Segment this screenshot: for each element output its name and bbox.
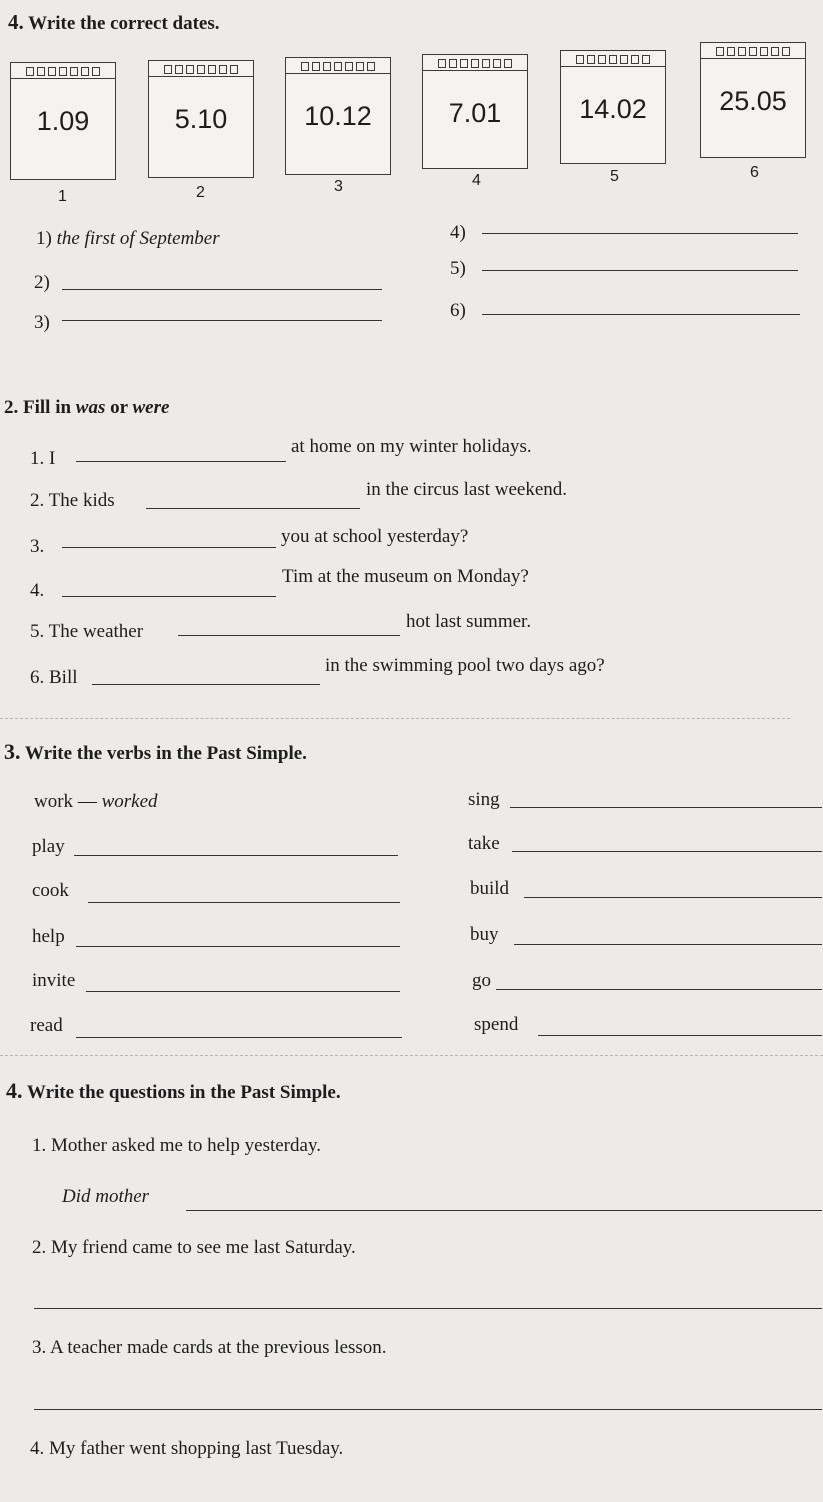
fill-item-6-pre: 6. Bill [30,667,78,688]
question-item-3: 3. A teacher made cards at the previous lesson. [32,1337,387,1358]
fill-item-6-blank[interactable] [92,684,320,685]
calendar-header-boxes [15,65,111,78]
section-4-heading [6,1078,341,1104]
verb-left-1-blank[interactable] [74,855,398,856]
answer-text: the first of September [56,228,220,249]
fill-item-5-post: hot last summer. [406,611,532,632]
keyword-or: or [110,397,128,418]
question-item-2: 2. My friend came to see me last Saturday. [32,1237,356,1258]
question-3-blank[interactable] [34,1409,822,1410]
question-1-blank[interactable] [186,1210,822,1211]
calendar-header-boxes [427,57,523,70]
verb-left-5: read [30,1015,63,1036]
example-answer: worked [101,791,158,812]
date-answer-5-blank[interactable] [482,270,798,271]
date-answer-6-label: 6) [450,300,466,321]
example-separator: — [77,791,97,812]
calendar-index: 6 [750,164,759,181]
verb-left-2: cook [32,880,69,901]
date-answer-4-label: 4) [450,222,466,243]
section-3-title: Write the verbs in the Past Simple. [24,743,307,764]
example-verb: work [34,791,74,812]
answer-number: 1) [36,228,52,249]
section-divider [0,1055,823,1056]
verb-right-5-blank[interactable] [496,989,822,990]
calendar-header-boxes [705,45,801,58]
fill-item-5-blank[interactable] [178,635,400,636]
fill-item-2-blank[interactable] [146,508,360,509]
section-divider [0,718,790,719]
calendar-card-2 [148,60,254,178]
fill-item-2-post: in the circus last weekend. [366,479,568,500]
calendar-card-6 [700,42,806,158]
date-answer-3-label: 3) [34,312,50,333]
calendar-index: 5 [610,168,619,185]
verb-right-4: buy [470,924,499,945]
date-answer-6-blank[interactable] [482,314,800,315]
verb-right-2-blank[interactable] [512,851,822,852]
date-answer-3-blank[interactable] [62,320,382,321]
verb-right-3-blank[interactable] [524,897,822,898]
question-2-blank[interactable] [34,1308,822,1309]
section-3-heading [4,739,307,765]
date-answer-2-label: 2) [34,272,50,293]
calendar-index: 3 [334,178,343,195]
verb-left-1: play [32,836,65,857]
fill-item-1-pre: 1. I [30,448,56,469]
calendar-date: 1.09 [36,106,90,136]
section-1-number: 4. [8,10,24,34]
fill-item-6-post: in the swimming pool two days ago? [325,655,605,676]
fill-item-3-blank[interactable] [62,547,276,548]
verb-right-6: spend [474,1014,519,1035]
section-1-title: Write the correct dates. [28,13,220,34]
calendar-card-4 [422,54,528,169]
verb-left-4-blank[interactable] [86,991,400,992]
date-answer-2-blank[interactable] [62,289,382,290]
calendar-date: 10.12 [304,101,372,131]
calendar-date: 7.01 [448,98,502,128]
date-answer-5-label: 5) [450,258,466,279]
verb-right-3: build [470,878,510,899]
section-3-number: 3. [4,739,21,764]
calendar-card-3 [285,57,391,175]
verb-right-1-blank[interactable] [510,807,822,808]
calendar-date: 5.10 [174,104,228,134]
verb-left-3: help [32,926,65,947]
keyword-were: were [132,397,170,418]
verb-right-5: go [472,970,491,991]
calendar-card-1 [10,62,116,180]
verb-right-4-blank[interactable] [514,944,822,945]
calendar-index: 4 [472,172,481,189]
calendar-header-boxes [565,53,661,66]
calendar-index: 1 [58,188,67,205]
verb-right-1: sing [468,789,500,810]
fill-item-3-post: you at school yesterday? [281,526,469,547]
section-1-heading [8,10,220,35]
date-answer-1 [36,228,220,250]
fill-item-3-pre: 3. [30,536,45,557]
fill-item-1-post: at home on my winter holidays. [291,436,532,457]
section-4-title: Write the questions in the Past Simple. [26,1082,341,1103]
keyword-was: was [75,397,106,418]
fill-item-4-blank[interactable] [62,596,276,597]
calendar-header-boxes [290,60,386,73]
calendar-index: 2 [196,184,205,201]
section-4-number: 4. [6,1078,23,1103]
verb-example [34,791,158,813]
verb-right-2: take [468,833,500,854]
question-item-4: 4. My father went shopping last Tuesday. [30,1438,344,1459]
verb-left-3-blank[interactable] [76,946,400,947]
question-starter: Did mother [62,1186,150,1207]
fill-item-2-pre: 2. The kids [30,490,115,511]
calendar-date: 25.05 [719,86,787,116]
question-item-1: 1. Mother asked me to help yesterday. [32,1135,321,1156]
verb-left-5-blank[interactable] [76,1037,402,1038]
section-2-title-prefix: Fill in [23,397,72,418]
verb-right-6-blank[interactable] [538,1035,822,1036]
calendar-card-5 [560,50,666,164]
fill-item-4-pre: 4. [30,580,45,601]
date-answer-4-blank[interactable] [482,233,798,234]
fill-item-1-blank[interactable] [76,461,286,462]
section-2-heading [4,397,169,419]
section-2-number: 2. [4,397,19,418]
fill-item-4-post: Tim at the museum on Monday? [282,566,529,587]
fill-item-5-pre: 5. The weather [30,621,144,642]
verb-left-4: invite [32,970,76,991]
verb-left-2-blank[interactable] [88,902,400,903]
calendar-header-boxes [153,63,249,76]
calendar-date: 14.02 [579,94,647,124]
